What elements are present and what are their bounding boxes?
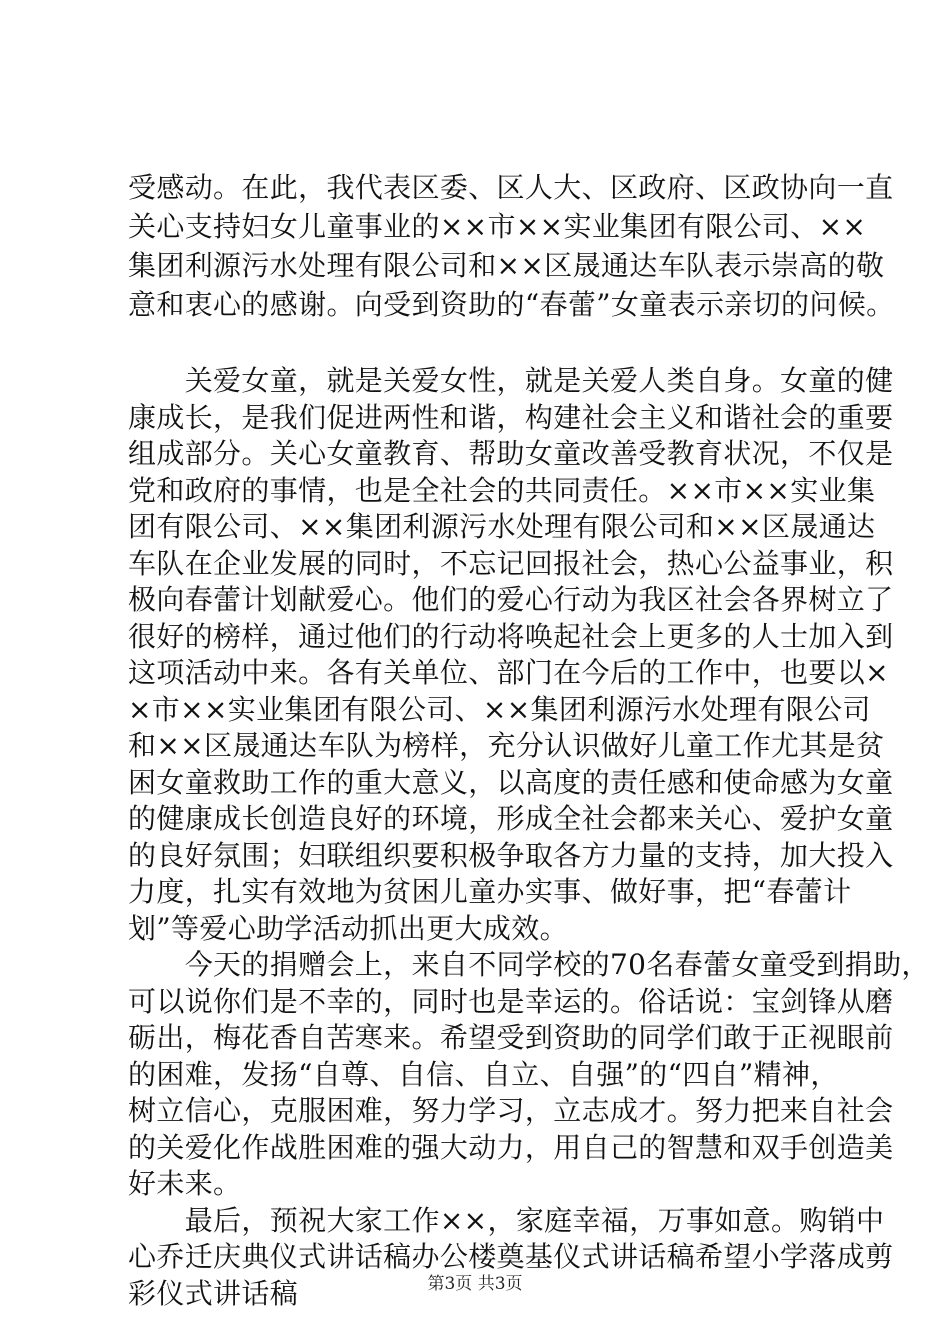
text-line: 党和政府的事情，也是全社会的共同责任。××市××实业集 [128,473,876,507]
text-line: 这项活动中来。各有关单位、部门在今后的工作中，也要以× [128,656,889,689]
text-line: 康成长，是我们促进两性和谐，构建社会主义和谐社会的重要 [128,400,894,434]
text-line: 心乔迁庆典仪式讲话稿办公楼奠基仪式讲话稿希望小学落成剪 [128,1240,894,1273]
text-line: 砺出，梅花香自苦寒来。希望受到资助的同学们敢于正视眼前 [128,1021,894,1054]
text-line: 受感动。在此，我代表区委、区人大、区政府、区政协向一直 [128,171,894,204]
text-line: 极向春蕾计划献爱心。他们的爱心行动为我区社会各界树立了 [128,583,894,616]
text-line: ×市××实业集团有限公司、××集团利源污水处理有限公司 [128,692,871,726]
text-line: 集团利源污水处理有限公司和××区晟通达车队表示崇高的敬 [128,249,885,282]
text-line: 很好的榜样，通过他们的行动将唤起社会上更多的人士加入到 [128,619,894,653]
text-line: 团有限公司、××集团利源污水处理有限公司和××区晟通达 [128,510,876,543]
text-line: 的困难，发扬“自尊、自信、自立、自强”的“四自”精神， [128,1057,839,1091]
text-line: 最后，预祝大家工作××，家庭幸福，万事如意。购销中 [128,1203,885,1237]
text-line: 力度，扎实有效地为贫困儿童办实事、做好事，把“春蕾计 [128,875,852,908]
text-line: 困女童救助工作的重大意义，以高度的责任感和使命感为女童 [128,765,894,799]
text-line: 车队在企业发展的同时，不忘记回报社会，热心公益事业，积 [128,546,894,580]
text-line: 意和衷心的感谢。向受到资助的“春蕾”女童表示亲切的问候。 [128,288,895,321]
text-line: 树立信心，克服困难，努力学习，立志成才。努力把来自社会 [128,1094,894,1127]
text-line: 的关爱化作战胜困难的强大动力，用自己的智慧和双手创造美 [128,1130,894,1164]
text-line: 可以说你们是不幸的，同时也是幸运的。俗话说：宝剑锋从磨 [128,984,894,1018]
text-line: 和××区晟通达车队为榜样，充分认识做好儿童工作尤其是贫 [128,729,885,762]
page-footer: 第3页 共3页 [427,1274,523,1294]
text-line: 关心支持妇女儿童事业的××市××实业集团有限公司、×× [128,210,867,243]
text-line: 的健康成长创造良好的环境，形成全社会都来关心、爱护女童 [128,802,894,835]
text-line: 彩仪式讲话稿 [128,1276,299,1310]
text-line: 划”等爱心助学活动抓出更大成效。 [128,911,568,945]
text-line: 组成部分。关心女童教育、帮助女童改善受教育状况，不仅是 [128,437,894,470]
text-line: 的良好氛围；妇联组织要积极争取各方力量的支持，加大投入 [128,838,894,872]
text-line: 好未来。 [128,1167,242,1200]
text-line: 关爱女童，就是关爱女性，就是关爱人类自身。女童的健 [128,364,894,397]
text-line: 今天的捐赠会上，来自不同学校的70名春蕾女童受到捐助， [128,948,930,981]
